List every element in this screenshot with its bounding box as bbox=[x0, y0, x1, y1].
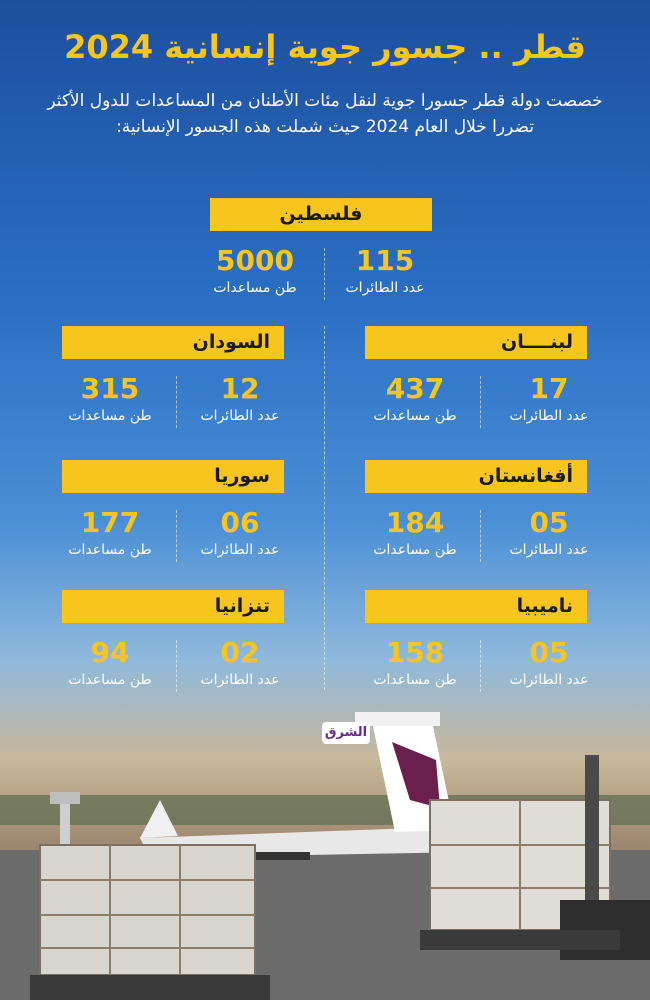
stat-sudan-tons bbox=[45, 372, 175, 426]
stat-tanzania-tons bbox=[45, 636, 175, 690]
stat-lebanon-planes bbox=[484, 372, 614, 426]
tons-label: طن مساعدات bbox=[68, 672, 152, 688]
planes-value: 02 bbox=[220, 636, 260, 669]
page-title: قطر .. جسور جوية إنسانية 2024 bbox=[64, 28, 586, 66]
tons-value: 184 bbox=[385, 506, 445, 539]
divider bbox=[480, 510, 481, 562]
intro-text: خصصت دولة قطر جسورا جوية لنقل مئات الأطنان من المساعدات للدول الأكثر تضررا خلال العام 2024 حيث شملت هذه الجسور الإنسانية: bbox=[47, 91, 603, 137]
planes-value: 06 bbox=[220, 506, 260, 539]
planes-value: 05 bbox=[529, 636, 569, 669]
planes-label: عدد الطائرات bbox=[509, 408, 589, 424]
planes-label: عدد الطائرات bbox=[200, 542, 280, 558]
tons-value: 437 bbox=[385, 372, 445, 405]
planes-label: عدد الطائرات bbox=[200, 672, 280, 688]
tons-label: طن مساعدات bbox=[373, 672, 457, 688]
planes-label: عدد الطائرات bbox=[509, 542, 589, 558]
stat-palestine-planes bbox=[320, 244, 450, 298]
stat-lebanon-tons bbox=[350, 372, 480, 426]
tons-label: طن مساعدات bbox=[373, 542, 457, 558]
stat-namibia-planes bbox=[484, 636, 614, 690]
country-banner-sudan: السودان bbox=[62, 326, 284, 359]
tons-value: 5000 bbox=[216, 244, 294, 277]
divider bbox=[176, 510, 177, 562]
planes-label: عدد الطائرات bbox=[200, 408, 280, 424]
stat-afghanistan-planes bbox=[484, 506, 614, 560]
divider bbox=[176, 376, 177, 428]
tons-label: طن مساعدات bbox=[373, 408, 457, 424]
divider bbox=[324, 248, 325, 300]
divider bbox=[176, 640, 177, 692]
planes-value: 17 bbox=[529, 372, 569, 405]
country-banner-afghanistan: أفغانستان bbox=[365, 460, 587, 493]
stat-namibia-tons bbox=[350, 636, 480, 690]
tons-value: 177 bbox=[80, 506, 140, 539]
stat-syria-tons bbox=[45, 506, 175, 560]
country-banner-lebanon: لبنــــان bbox=[365, 326, 587, 359]
country-banner-palestine: فلسطين bbox=[210, 198, 432, 231]
tons-value: 158 bbox=[385, 636, 445, 669]
stat-afghanistan-tons bbox=[350, 506, 480, 560]
stat-sudan-planes bbox=[175, 372, 305, 426]
tons-value: 315 bbox=[80, 372, 140, 405]
planes-value: 12 bbox=[220, 372, 260, 405]
tons-label: طن مساعدات bbox=[68, 542, 152, 558]
planes-value: 05 bbox=[529, 506, 569, 539]
country-banner-syria: سوريا bbox=[62, 460, 284, 493]
tons-label: طن مساعدات bbox=[68, 408, 152, 424]
alsharq-logo: الشرق bbox=[322, 722, 370, 744]
divider bbox=[480, 376, 481, 428]
divider bbox=[480, 640, 481, 692]
planes-value: 115 bbox=[355, 244, 415, 277]
tons-label: طن مساعدات bbox=[213, 280, 297, 296]
planes-label: عدد الطائرات bbox=[345, 280, 425, 296]
stat-syria-planes bbox=[175, 506, 305, 560]
center-divider bbox=[324, 326, 325, 690]
stat-palestine-tons bbox=[190, 244, 320, 298]
country-banner-namibia: ناميبيا bbox=[365, 590, 587, 623]
tons-value: 94 bbox=[90, 636, 130, 669]
planes-label: عدد الطائرات bbox=[509, 672, 589, 688]
stat-tanzania-planes bbox=[175, 636, 305, 690]
country-banner-tanzania: تنزانيا bbox=[62, 590, 284, 623]
